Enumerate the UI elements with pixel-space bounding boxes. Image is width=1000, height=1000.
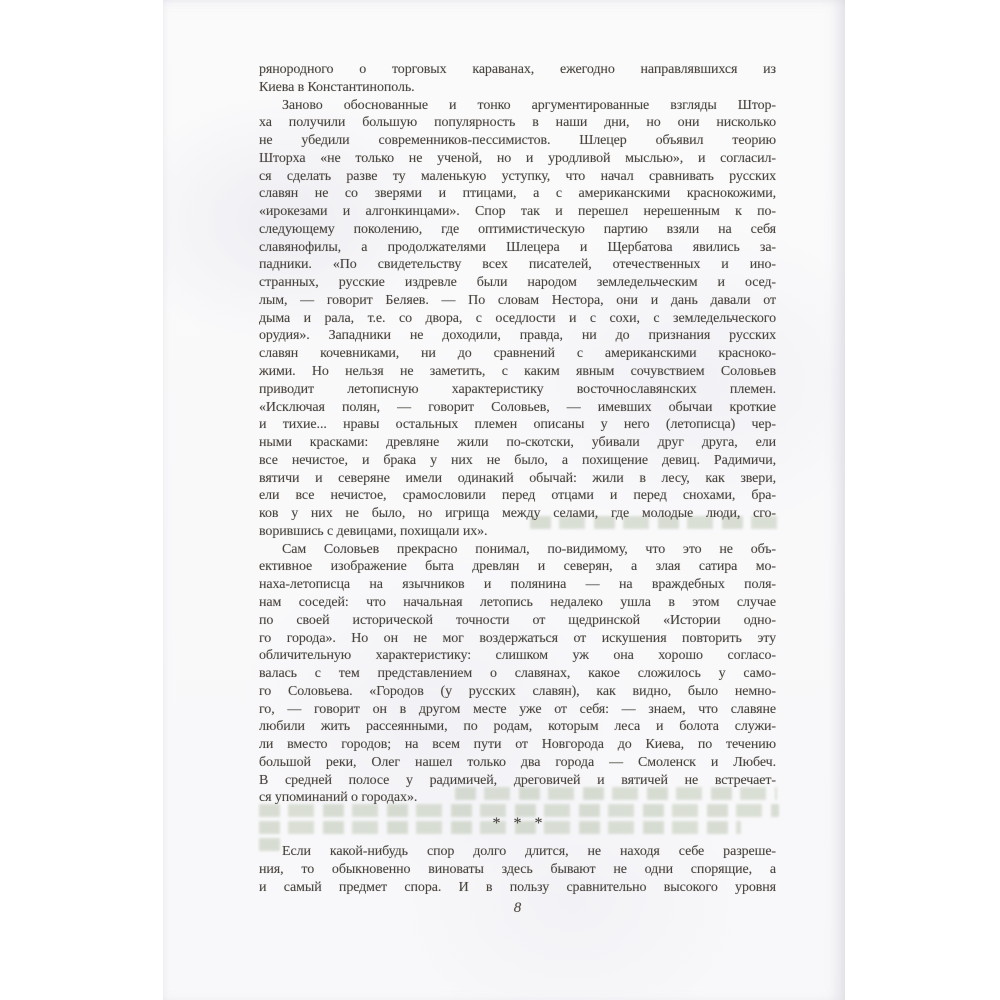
page-text-block — [259, 61, 776, 896]
text-line: ся сделать разве ту маленькую уступку, что начал сравнивать русских — [259, 168, 776, 184]
text-line: ся упоминаний о городах». — [259, 790, 418, 806]
text-line: ния, то обыкновенно виноваты здесь бывают не одни спорящие, а — [259, 861, 776, 877]
text-line: обличительную характеристику: слишком уж она хорошо согласо- — [259, 648, 776, 664]
book-page — [163, 0, 845, 1000]
text-line: го города». Но он не мог воздержаться от искушения повторить эту — [259, 630, 776, 646]
text-line: нам соседей: что начальная летопись недалеко ушла в этом случае — [259, 594, 776, 610]
text-line: ли вместо городов; на всем пути от Новгорода до Киева, по течению — [259, 737, 776, 753]
text-line: Сам Соловьев прекрасно понимал, по-видимому, что это не объ- — [282, 541, 776, 557]
text-line: по своей исторической точности от щедринской «Истории одно- — [259, 612, 776, 628]
text-line: вятичи и северяне имели одинакий обычай: жили в лесу, как звери, — [259, 470, 776, 486]
text-line: падники. «По свидетельству всех писателей, отечественных и ино- — [259, 257, 776, 273]
text-line: го, — говорит он в другом месте уже от себя: — знаем, что славяне — [259, 701, 776, 717]
text-line: В средней полосе у радимичей, дреговичей и вятичей не встречает- — [259, 772, 776, 788]
text-line: Заново обоснованные и тонко аргументированные взгляды Штор- — [282, 97, 776, 113]
text-line: «ирокезами и алгонкинцами». Спор так и перешел нерешенным к по- — [259, 204, 776, 220]
text-line: и тихие... нравы остальных племен описаны у него (летописца) чер- — [259, 417, 776, 433]
text-line: славян кочевниками, ни до сравнений с американскими красноко- — [259, 346, 776, 362]
text-line: большой реки, Олег нашел только два города — Смоленск и Любеч. — [259, 754, 776, 770]
text-line: Если какой-нибудь спор долго длится, не находя себе разреше- — [282, 844, 776, 860]
text-line: ков у них не было, но игрища между селами, где молодые люди, сго- — [259, 506, 776, 522]
text-line: славянофилы, а продолжателями Шлецера и Щербатова явились за- — [259, 239, 776, 255]
text-line: ворившись с девицами, похищали их». — [259, 523, 488, 539]
text-line: следующему поколению, где оптимистическую партию взяли на себя — [259, 221, 776, 237]
text-line: орудия». Западники не доходили, правда, ни до признания русских — [259, 328, 776, 344]
text-line: приводит летописную характеристику восточнославянских племен. — [259, 381, 776, 397]
text-line: все нечистое, и брака у них не было, а похищение девиц. Радимичи, — [259, 452, 776, 468]
text-line: любили жить рассеянными, по родам, которым леса и болота служи- — [259, 719, 776, 735]
text-line: дыма и рала, т.е. со двора, с оседлости и с сохи, с земледельческого — [259, 310, 776, 326]
text-line: валась с тем представлением о славянах, какое сложилось у само- — [259, 666, 776, 682]
text-line: го Соловьева. «Городов (у русских славян), как видно, было немно- — [259, 683, 776, 699]
text-line: наха-летописца на язычников и полянина — на враждебных поля- — [259, 577, 776, 593]
text-line: лым, — говорит Беляев. — По словам Нестора, они и дань давали от — [259, 292, 776, 308]
text-line: славян не со зверями и птицами, а с американскими краснокожими, — [259, 186, 776, 202]
text-line: не убедили современников-пессимистов. Шлецер объявил теорию — [259, 133, 776, 149]
text-line: Киева в Константинополь. — [259, 79, 415, 95]
text-line: ными красками: древляне жили по-скотски, убивали друг друга, ели — [259, 435, 776, 451]
text-line: ха получили большую популярность в наши дни, но они нисколько — [259, 115, 776, 131]
text-line: ели все нечистое, срамословили перед отцами и перед снохами, бра- — [259, 488, 776, 504]
text-line: рянородного о торговых караванах, ежегодно направлявшихся из — [259, 62, 776, 77]
page-number: 8 — [513, 900, 522, 916]
text-line: жими. Но нельзя не заметить, с каким явным сочувствием Соловьев — [259, 364, 776, 380]
text-line: странных, русские издревле были народом земледельческим и осед- — [259, 275, 776, 291]
section-separator: * * * — [492, 815, 543, 833]
text-line: «Исключая полян, — говорит Соловьев, — имевших обычаи кроткие — [259, 399, 776, 415]
text-line: и самый предмет спора. И в пользу сравнительно высокого уровня — [259, 879, 776, 895]
text-line: Шторха «не только не ученой, но и уродливой мыслью», и согласил- — [259, 150, 776, 166]
text-line: ективное изображение быта древлян и северян, а злая сатира мо- — [259, 559, 776, 575]
